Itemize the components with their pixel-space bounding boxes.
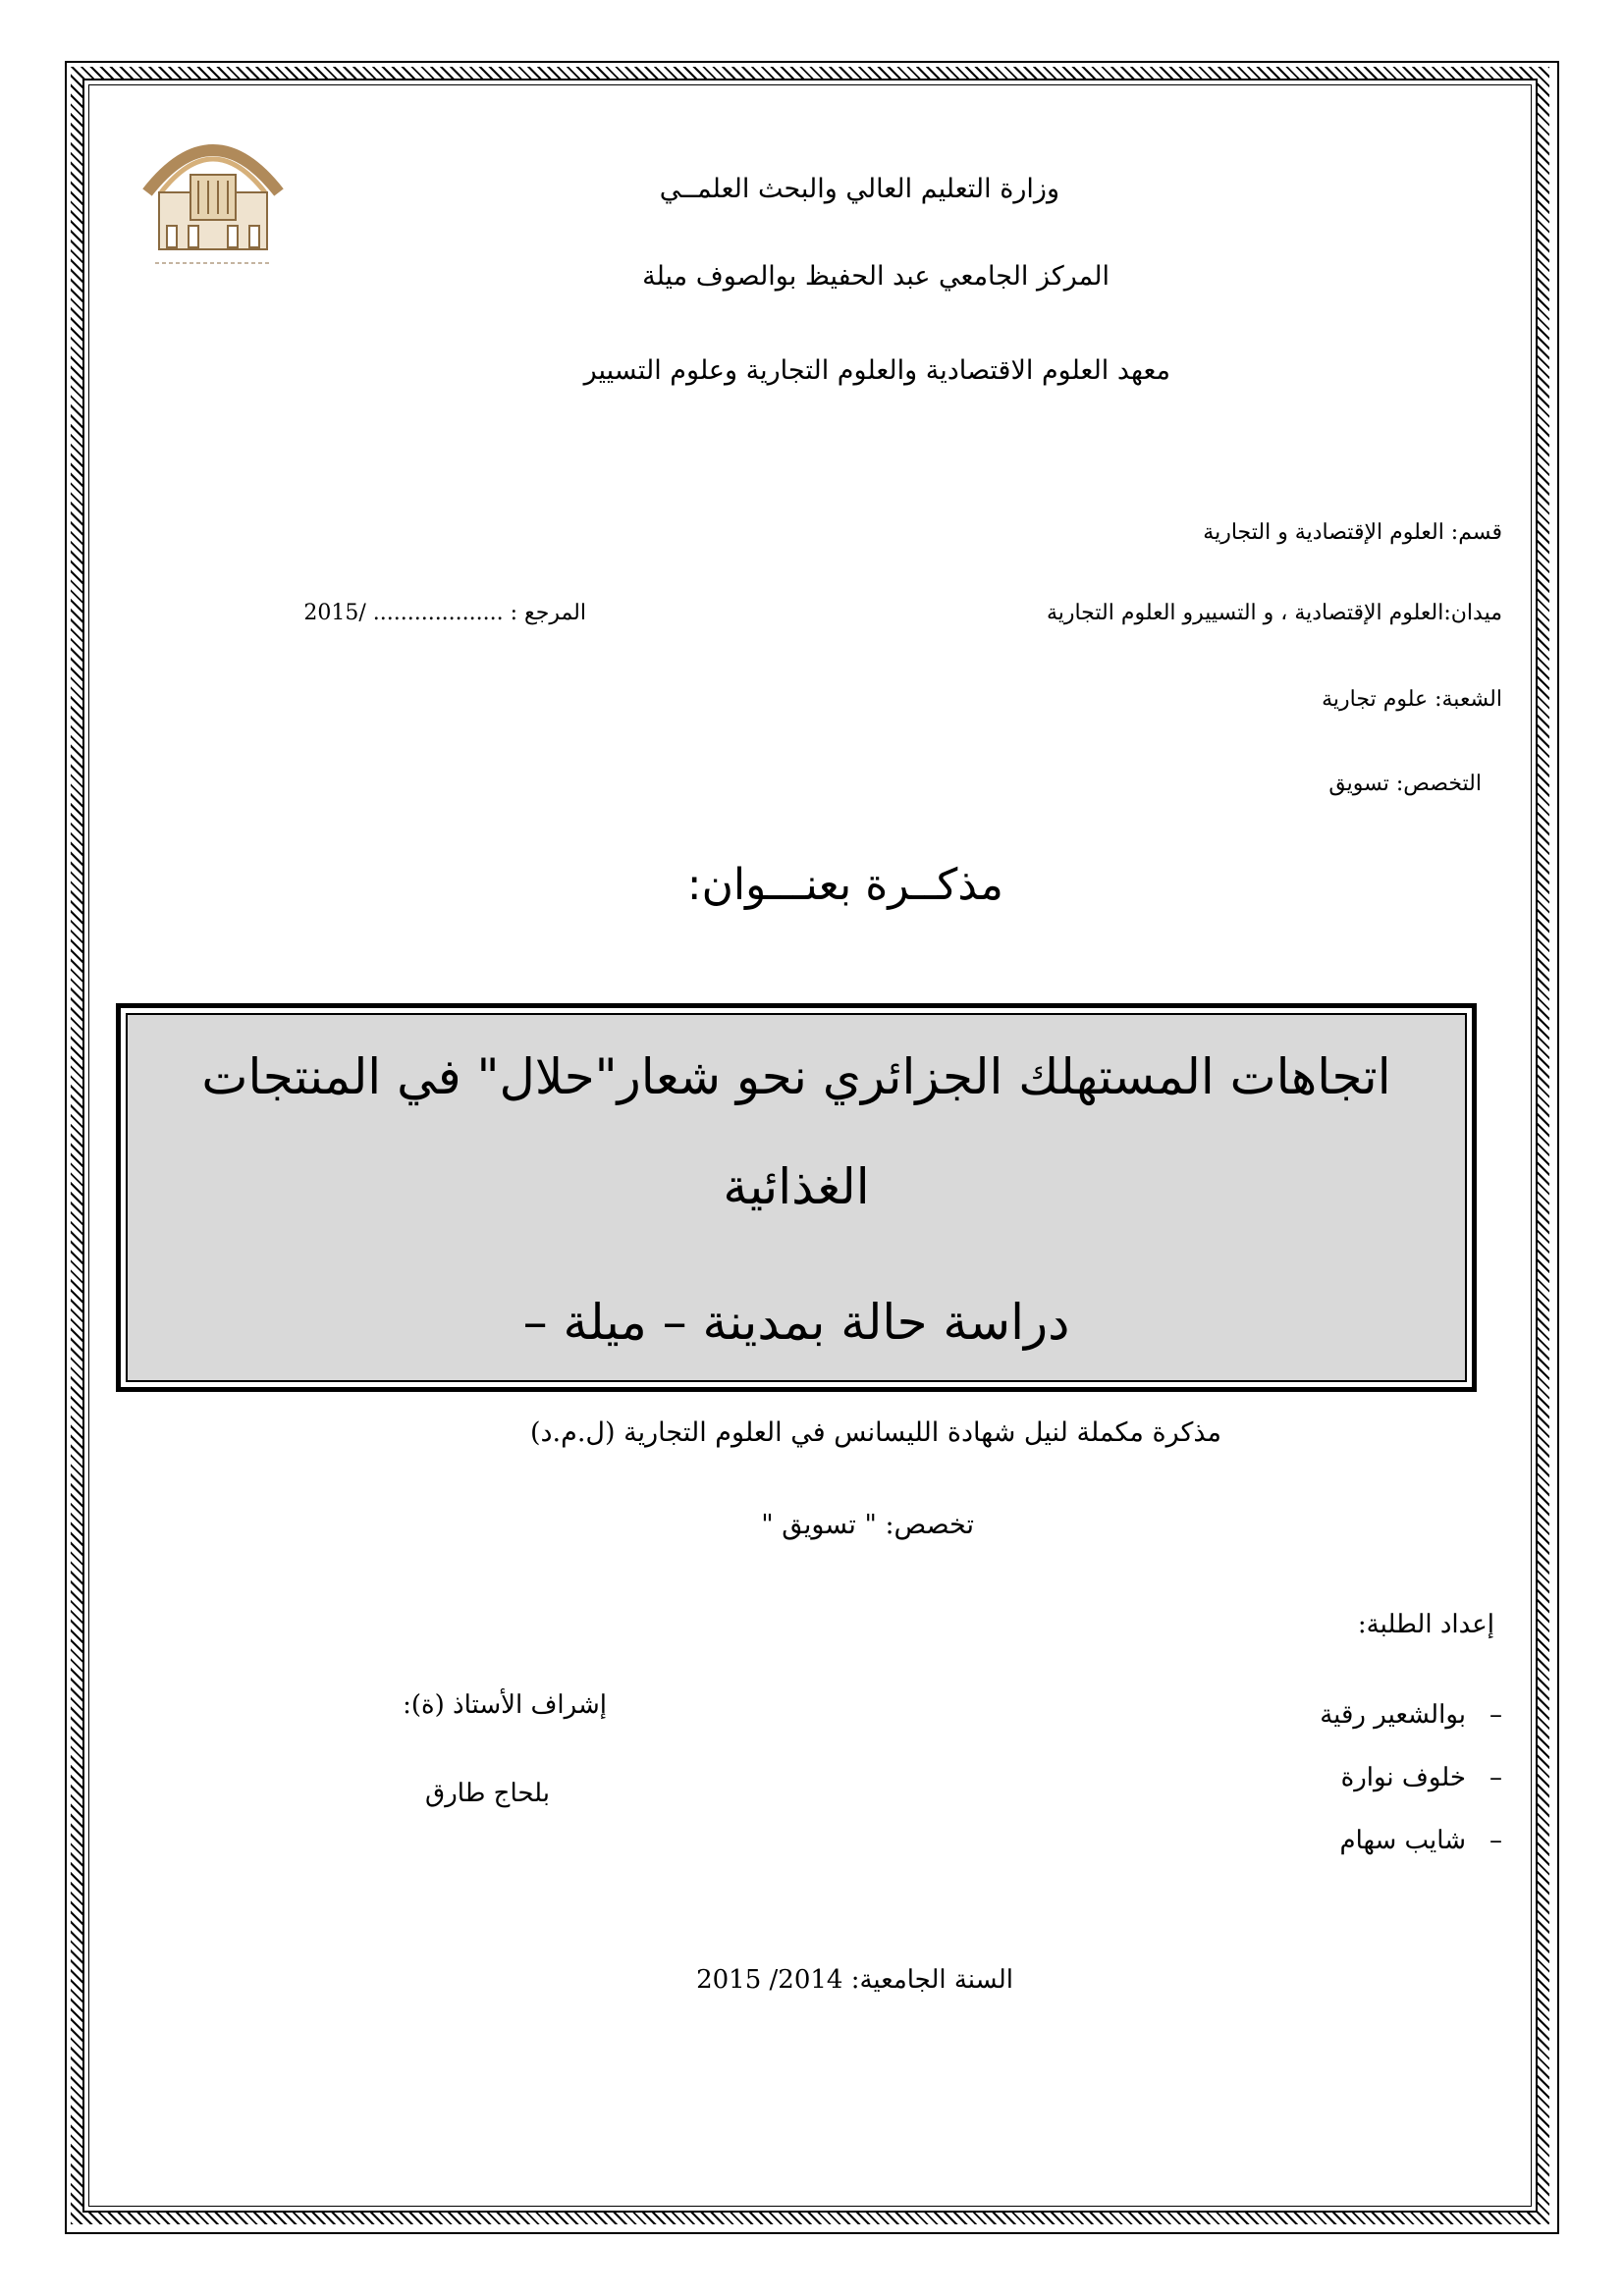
ministry-name: وزارة التعليم العالي والبحث العلمــي	[659, 174, 1059, 204]
student-name-text: شايب سهام	[1339, 1826, 1466, 1855]
specialty-label: التخصص: تسويق	[1328, 772, 1482, 796]
student-name-text: بوالشعير رقية	[1320, 1700, 1466, 1730]
branch-label: الشعبة: علوم تجارية	[1322, 687, 1502, 712]
thesis-title-line-1: اتجاهات المستهلك الجزائري نحو شعار"حلال" في المنتجات	[201, 1048, 1391, 1105]
thesis-title-line-2: الغذائية	[723, 1158, 870, 1215]
students-label: إعداد الطلبة:	[1357, 1610, 1494, 1639]
institute-name: معهد العلوم الاقتصادية والعلوم التجارية وعلوم التسيير	[583, 355, 1170, 386]
supervisor-label: إشراف الأستاذ (ة):	[403, 1690, 607, 1720]
student-name: –خلوف نوارة	[1340, 1763, 1502, 1792]
student-name-text: خلوف نوارة	[1340, 1763, 1466, 1792]
academic-year: السنة الجامعية: 2014/ 2015	[696, 1965, 1013, 1995]
student-name: –بوالشعير رقية	[1320, 1700, 1502, 1730]
university-name: المركز الجامعي عبد الحفيظ بوالصوف ميلة	[642, 261, 1110, 292]
field-label: ميدان:العلوم الإقتصادية ، و التسييرو العلوم التجارية	[1046, 601, 1502, 625]
student-name: –شايب سهام	[1339, 1826, 1502, 1855]
memo-title-label: مذكــرة بعنـــوان:	[686, 860, 1003, 910]
supervisor-name: بلحاج طارق	[425, 1779, 550, 1808]
reference-label: المرجع : ................... /2015	[303, 601, 586, 625]
university-building-logo-icon	[139, 116, 287, 283]
specialization-label: تخصص: " تسويق "	[761, 1510, 974, 1540]
department-label: قسم: العلوم الإقتصادية و التجارية	[1203, 520, 1502, 545]
thesis-subtitle: دراسة حالة بمدينة – ميلة –	[522, 1294, 1070, 1351]
degree-statement: مذكرة مكملة لنيل شهادة الليسانس في العلوم التجارية (ل.م.د)	[529, 1417, 1221, 1448]
